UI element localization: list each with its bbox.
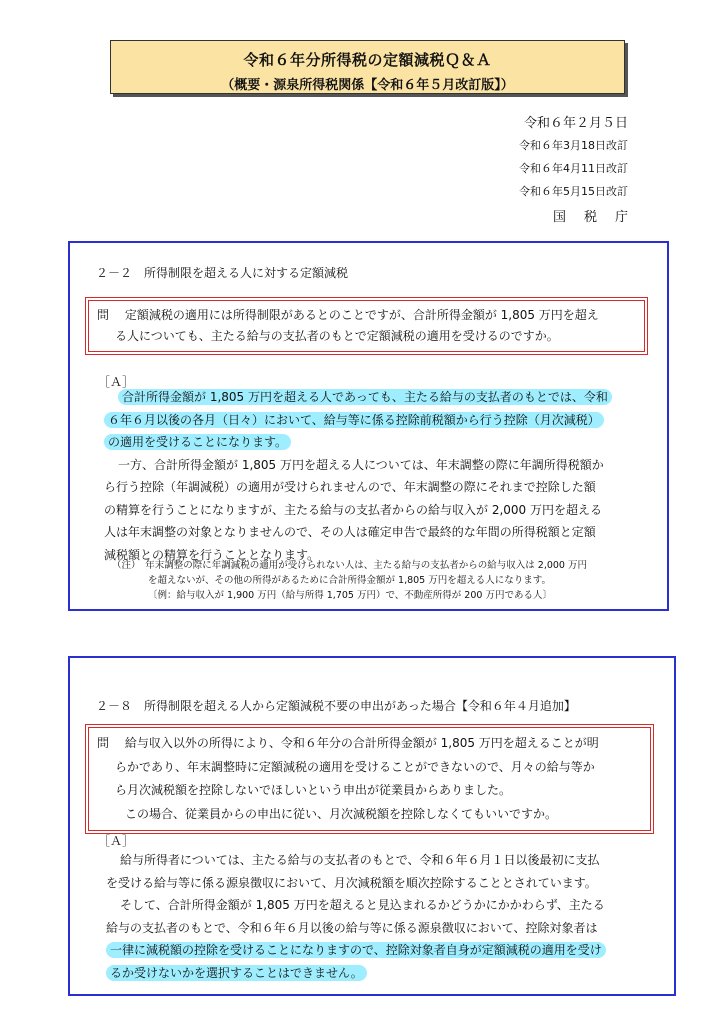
agency-name: 国税庁 (552, 210, 646, 225)
section-2-8-answer-label: ［Ａ］ (98, 834, 135, 848)
question-line: らかであり、年末調整時に定額減税の適用を受けることができないので、月々の給与等か (115, 759, 595, 774)
revision-date: 令和６年3月18日改訂 (519, 139, 628, 152)
section-2-2-heading: ２－２ 所得制限を超える人に対する定額減税 (96, 266, 349, 280)
answer-line: の精算を行うことになりますが、主たる給与の支払者からの給与収入が 2,000 万円を超える (104, 502, 602, 517)
answer-line: 減税額との精算を行うこととなります。 (104, 547, 320, 562)
section-2-2-answer-label: ［Ａ］ (98, 375, 135, 389)
answer-line: 一方、合計所得金額が 1,805 万円を超える人については、年末調整の際に年調所得税額か (118, 457, 604, 472)
section-2-2-answer (104, 386, 612, 566)
answer-line: を受ける給与等に係る源泉徴収において、月次減税額を順次控除することとされています。 (106, 875, 597, 890)
question-line: ら月次減税額を控除しないでほしいという申出が従業員からありました。 (115, 783, 512, 797)
highlighted-text: 一律に減税額の控除を受けることになりますので、控除対象者自身が定額減税の適用を受け (106, 942, 606, 958)
section-2-8-heading: ２－８ 所得制限を超える人から定額減税不要の申出があった場合【令和６年４月追加】 (96, 699, 576, 713)
answer-line: 人は年末調整の対象となりませんので、その人は確定申告で最終的な年間の所得税額と定額 (104, 525, 596, 539)
document-subtitle: （概要・源泉所得税関係【令和６年５月改訂版】） (221, 78, 514, 93)
revision-date: 令和６年5月15日改訂 (519, 185, 628, 198)
question-line: る人についても、主たる給与の支払者のもとで定額減税の適用を受けるのですか。 (115, 329, 559, 343)
answer-line: ら行う控除（年調減税）の適用が受けられませんので、年末調整の際にそれまで控除した額 (104, 480, 596, 494)
revision-date: 令和６年4月11日改訂 (519, 162, 628, 175)
answer-line: 給与所得者については、主たる給与の支払者のもとで、令和６年６月１日以後最初に支払 (120, 853, 600, 867)
section-2-8-answer (106, 849, 606, 984)
highlighted-text: るか受けないかを選択することはできません。 (106, 965, 367, 981)
note-line: 〔例：給与収入が 1,900 万円（給与所得 1,705 万円）で、不動産所得が 200 万円である人〕 (148, 590, 552, 601)
title-box (110, 40, 625, 94)
highlighted-text: 合計所得金額が 1,805 万円を超える人であっても、主たる給与の支払者のもとでは、令和 (118, 389, 612, 405)
note-line: を超えないが、その他の所得があるために合計所得金額が 1,805 万円を超える人になります。 (148, 575, 551, 586)
section-2-2-note (112, 558, 587, 603)
note-line: （注） 年末調整の際に年調減税の適用が受けられない人は、主たる給与の支払者からの給与収入は 2,000 万円 (112, 560, 587, 571)
highlighted-text: の適用を受けることになります。 (104, 434, 291, 450)
highlighted-text: ６年６月以後の各月（日々）において、給与等に係る控除前税額から行う控除（月次減税） (104, 412, 604, 428)
section-2-8-question (88, 727, 651, 831)
issued-date: 令和６年２月５日 (523, 116, 628, 131)
question-line: 問 定額減税の適用には所得制限があるとのことですが、合計所得金額が 1,805 万円を超え (97, 308, 599, 322)
answer-line: 給与の支払者のもとで、令和６年６月以後の給与等に係る源泉徴収において、控除対象者は (106, 920, 598, 935)
section-2-2-question (88, 300, 645, 352)
document-title: 令和６年分所得税の定額減税Ｑ＆Ａ (243, 51, 492, 69)
revision-dates (519, 112, 646, 225)
question-line: 問 給与収入以外の所得により、令和６年分の合計所得金額が 1,805 万円を超えることが明 (97, 736, 599, 750)
question-line: この場合、従業員からの申出に従い、月次減税額を控除しなくてもいいですか。 (125, 806, 558, 821)
answer-line: そして、合計所得金額が 1,805 万円を超えると見込まれるかどうかにかかわらず、主たる (120, 898, 605, 912)
